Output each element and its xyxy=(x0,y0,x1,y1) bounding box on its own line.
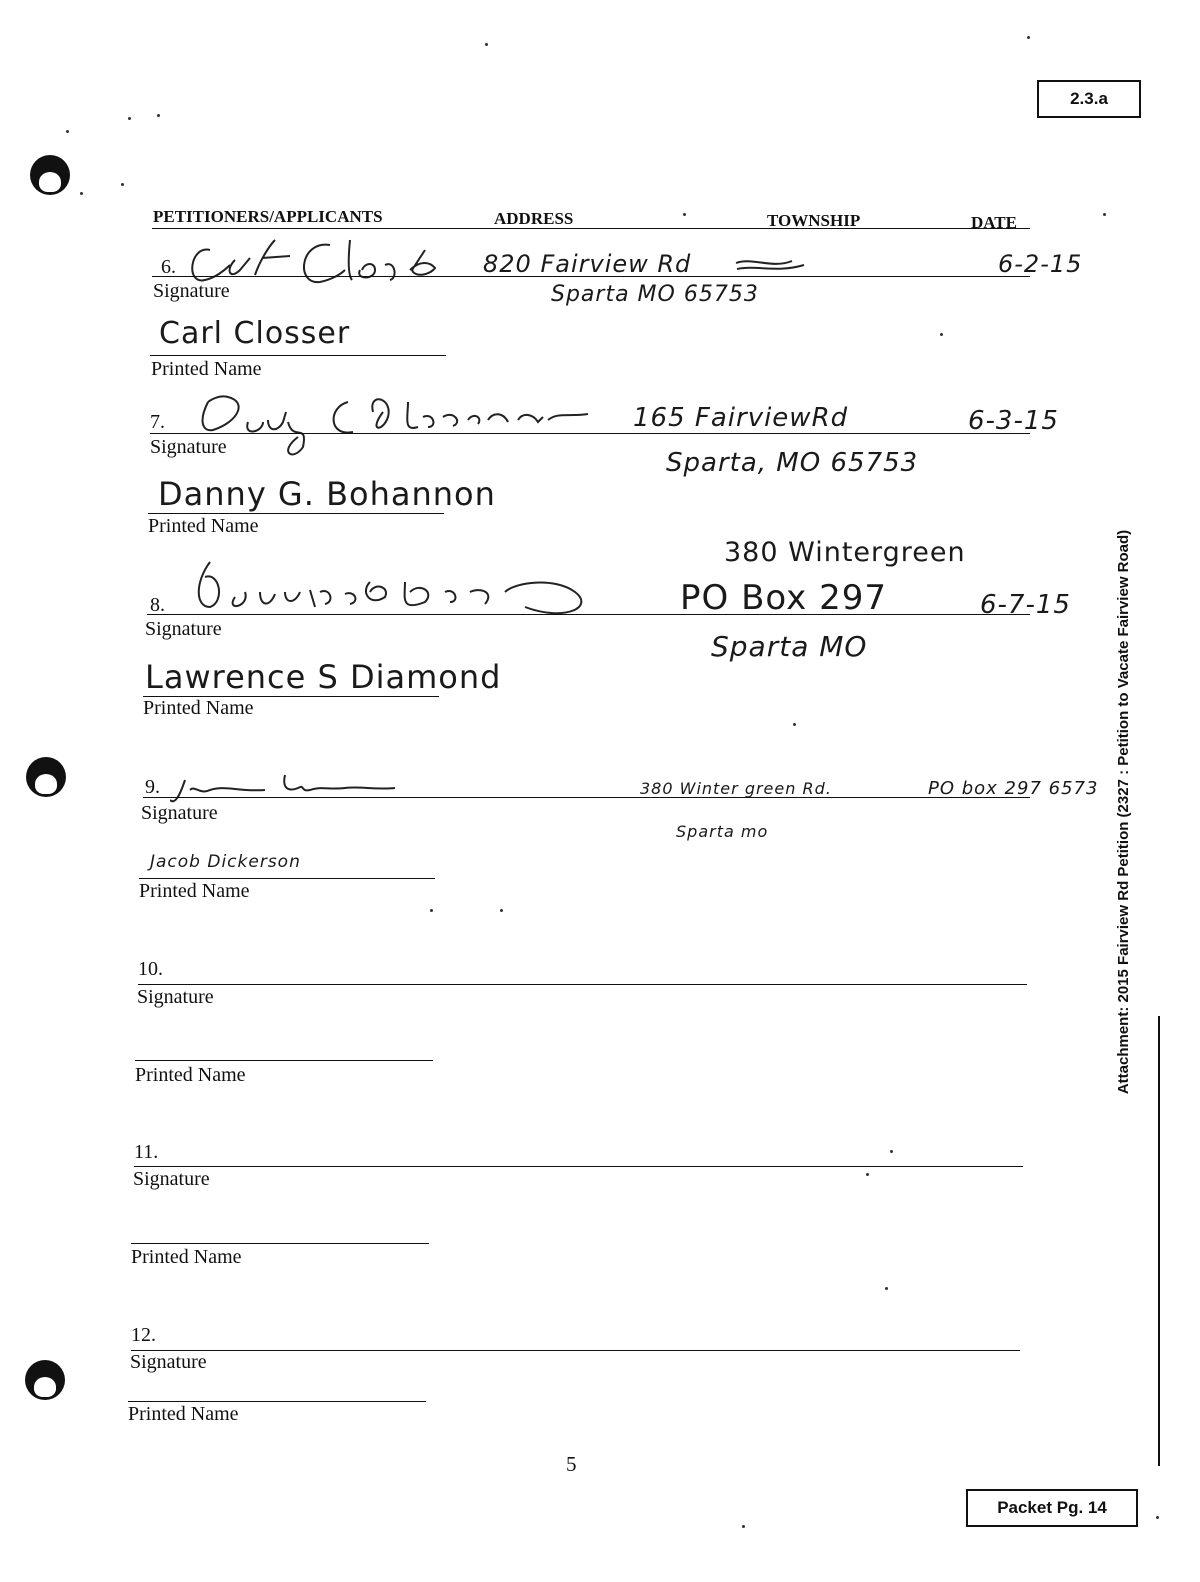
entry-date: 6-3-15 xyxy=(968,406,1059,436)
signature-line xyxy=(147,614,1030,615)
printed-name-line xyxy=(131,1243,429,1244)
signature-label: Signature xyxy=(130,1351,207,1373)
signature-image xyxy=(168,382,608,462)
entry-address-line0: 380 Wintergreen xyxy=(724,537,966,568)
entry-number: 11. xyxy=(134,1141,159,1163)
printed-name-line xyxy=(139,878,435,879)
printed-name-value: Jacob Dickerson xyxy=(150,852,301,872)
entry-address-line1: PO Box 297 xyxy=(680,578,887,618)
entry-number: 12. xyxy=(131,1324,156,1346)
entry-address-line2: Sparta mo xyxy=(676,822,769,841)
printed-name-label: Printed Name xyxy=(148,515,259,537)
printed-name-label: Printed Name xyxy=(143,697,254,719)
punch-hole xyxy=(30,155,70,195)
header-township: TOWNSHIP xyxy=(767,211,861,230)
entry-address-line1: 165 FairviewRd xyxy=(633,403,849,433)
entry-address-line1: 820 Fairview Rd xyxy=(483,250,692,278)
signature-label: Signature xyxy=(150,436,227,458)
page-number: 5 xyxy=(566,1452,577,1476)
punch-hole xyxy=(26,757,66,797)
printed-name-line xyxy=(128,1401,426,1402)
header-address: ADDRESS xyxy=(494,209,574,228)
doc-id: 2.3.a xyxy=(1070,89,1108,108)
printed-name-value: Carl Closser xyxy=(159,316,351,351)
attachment-caption: Attachment: 2015 Fairview Rd Petition (2327 : Petition to Vacate Fairview Road) xyxy=(1115,529,1132,1095)
signature-line xyxy=(138,984,1027,985)
printed-name-value: Lawrence S Diamond xyxy=(145,658,502,696)
printed-name-value: Danny G. Bohannon xyxy=(158,475,496,513)
entry-address-line1: 380 Winter green Rd. xyxy=(640,779,832,798)
printed-name-line xyxy=(135,1060,433,1061)
entry-address-line2: Sparta, MO 65753 xyxy=(666,448,919,478)
punch-hole xyxy=(25,1360,65,1400)
signature-line xyxy=(134,1166,1023,1167)
entry-number: 10. xyxy=(138,958,163,980)
doc-id-box xyxy=(1037,80,1141,118)
signature-label: Signature xyxy=(145,618,222,640)
printed-name-label: Printed Name xyxy=(139,880,250,902)
header-petitioners: PETITIONERS/APPLICANTS xyxy=(153,207,383,226)
signature-label: Signature xyxy=(137,986,214,1008)
entry-address-line2: Sparta MO xyxy=(711,630,868,663)
printed-name-label: Printed Name xyxy=(131,1246,242,1268)
entry-address-line2: Sparta MO 65753 xyxy=(551,282,759,307)
margin-rule xyxy=(1158,1016,1160,1466)
entry-number: 9. xyxy=(145,776,160,798)
signature-label: Signature xyxy=(141,802,218,824)
printed-name-label: Printed Name xyxy=(135,1064,246,1086)
entry-number: 7. xyxy=(150,411,165,433)
signature-image xyxy=(165,552,625,622)
packet-page: Packet Pg. 14 xyxy=(997,1498,1107,1517)
signature-line xyxy=(143,797,1030,798)
entry-number: 8. xyxy=(150,594,165,616)
signature-line xyxy=(152,276,1030,277)
header-rule xyxy=(152,228,1030,229)
printed-name-label: Printed Name xyxy=(128,1403,239,1425)
entry-address-line1b: PO box 297 6573 xyxy=(928,778,1099,799)
strikethrough-mark xyxy=(732,255,812,277)
printed-name-line xyxy=(150,355,446,356)
entry-number: 6. xyxy=(161,256,176,278)
header-date: DATE xyxy=(971,213,1017,232)
signature-label: Signature xyxy=(133,1168,210,1190)
packet-page-box xyxy=(966,1489,1138,1527)
entry-date: 6-2-15 xyxy=(998,250,1083,278)
printed-name-line xyxy=(148,513,444,514)
signature-line xyxy=(131,1350,1020,1351)
printed-name-label: Printed Name xyxy=(151,358,262,380)
entry-date: 6-7-15 xyxy=(980,590,1071,620)
signature-label: Signature xyxy=(153,280,230,302)
signature-line xyxy=(150,433,1030,434)
